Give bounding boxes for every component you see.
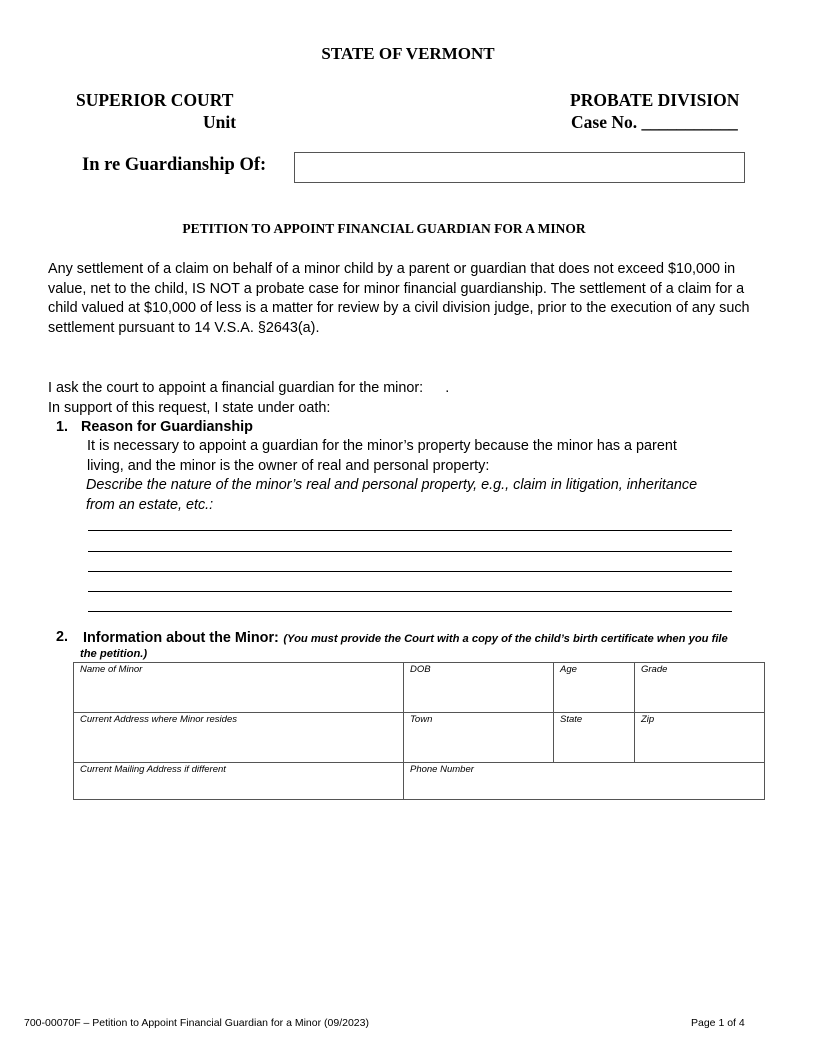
oath-line: In support of this request, I state under oath: xyxy=(48,400,331,416)
minor-info-table xyxy=(73,662,765,800)
property-description-line[interactable] xyxy=(88,571,732,572)
table-row xyxy=(74,763,765,800)
field-label: Grade xyxy=(641,664,668,675)
field-label: DOB xyxy=(410,664,431,675)
property-description-line[interactable] xyxy=(88,591,732,592)
current-address-field[interactable] xyxy=(74,713,404,763)
town-field[interactable] xyxy=(404,713,554,763)
settlement-notice: Any settlement of a claim on behalf of a minor child by a parent or guardian that does not exceed $10,000 in value, net to the child, IS NOT a probate case for minor financial guardianship. The settlement of a claim for a child valued at $10,000 of less is a matter for review by a civil division judge, prior to the execution of any such settlement pursuant to 14 V.S.A. §2643(a). xyxy=(48,261,750,336)
field-label: Phone Number xyxy=(410,764,474,775)
division-name: PROBATE DIVISION xyxy=(570,90,740,110)
field-label: Current Mailing Address if different xyxy=(80,764,226,775)
request-period: . xyxy=(445,380,450,396)
section1-title: Reason for Guardianship xyxy=(81,419,253,435)
field-label: Town xyxy=(410,714,433,725)
request-text: I ask the court to appoint a financial guardian for the minor: xyxy=(48,380,424,396)
footer-page-number: Page 1 of 4 xyxy=(691,1017,745,1029)
name-of-minor-field[interactable] xyxy=(74,663,404,713)
birth-certificate-note: (You must provide the Court with a copy of the child’s birth certificate when you file xyxy=(283,633,728,645)
birth-certificate-note-cont: the petition.) xyxy=(80,648,148,660)
section1-number: 1. xyxy=(56,419,69,435)
field-label: Name of Minor xyxy=(80,664,143,675)
request-line xyxy=(48,379,449,399)
court-name: SUPERIOR COURT xyxy=(76,90,234,110)
field-label: Current Address where Minor resides xyxy=(80,714,237,725)
section2-number: 2. xyxy=(56,629,69,645)
section2-heading xyxy=(83,629,728,647)
age-field[interactable] xyxy=(554,663,635,713)
case-number: Case No. ___________ xyxy=(571,112,738,132)
phone-number-field[interactable] xyxy=(404,763,765,800)
form-title: PETITION TO APPOINT FINANCIAL GUARDIAN FOR A MINOR xyxy=(182,221,586,236)
property-description-line[interactable] xyxy=(88,611,732,612)
dob-field[interactable] xyxy=(404,663,554,713)
table-row xyxy=(74,713,765,763)
table-row xyxy=(74,663,765,713)
section1-text-line2: living, and the minor is the owner of real and personal property: xyxy=(87,458,490,474)
property-description-line[interactable] xyxy=(88,530,732,531)
field-label: Zip xyxy=(641,714,655,725)
state-title: STATE OF VERMONT xyxy=(321,44,495,63)
zip-field[interactable] xyxy=(635,713,765,763)
grade-field[interactable] xyxy=(635,663,765,713)
mailing-address-field[interactable] xyxy=(74,763,404,800)
section2-title: Information about the Minor: xyxy=(83,630,279,646)
field-label: State xyxy=(560,714,583,725)
footer-form-id: 700-00070F – Petition to Appoint Financial Guardian for a Minor (09/2023) xyxy=(24,1017,369,1029)
state-field[interactable] xyxy=(554,713,635,763)
unit-label: Unit xyxy=(203,112,237,132)
guardianship-of-field[interactable] xyxy=(294,152,745,183)
field-label: Age xyxy=(560,664,577,675)
guardianship-label: In re Guardianship Of: xyxy=(82,155,267,175)
section1-text-line1: It is necessary to appoint a guardian for the minor’s property because the minor has a parent xyxy=(87,438,677,454)
section1-instruction-line2: from an estate, etc.: xyxy=(86,497,214,513)
property-description-line[interactable] xyxy=(88,551,732,552)
section1-instruction-line1: Describe the nature of the minor’s real and personal property, e.g., claim in litigation, inheritance xyxy=(86,477,698,493)
